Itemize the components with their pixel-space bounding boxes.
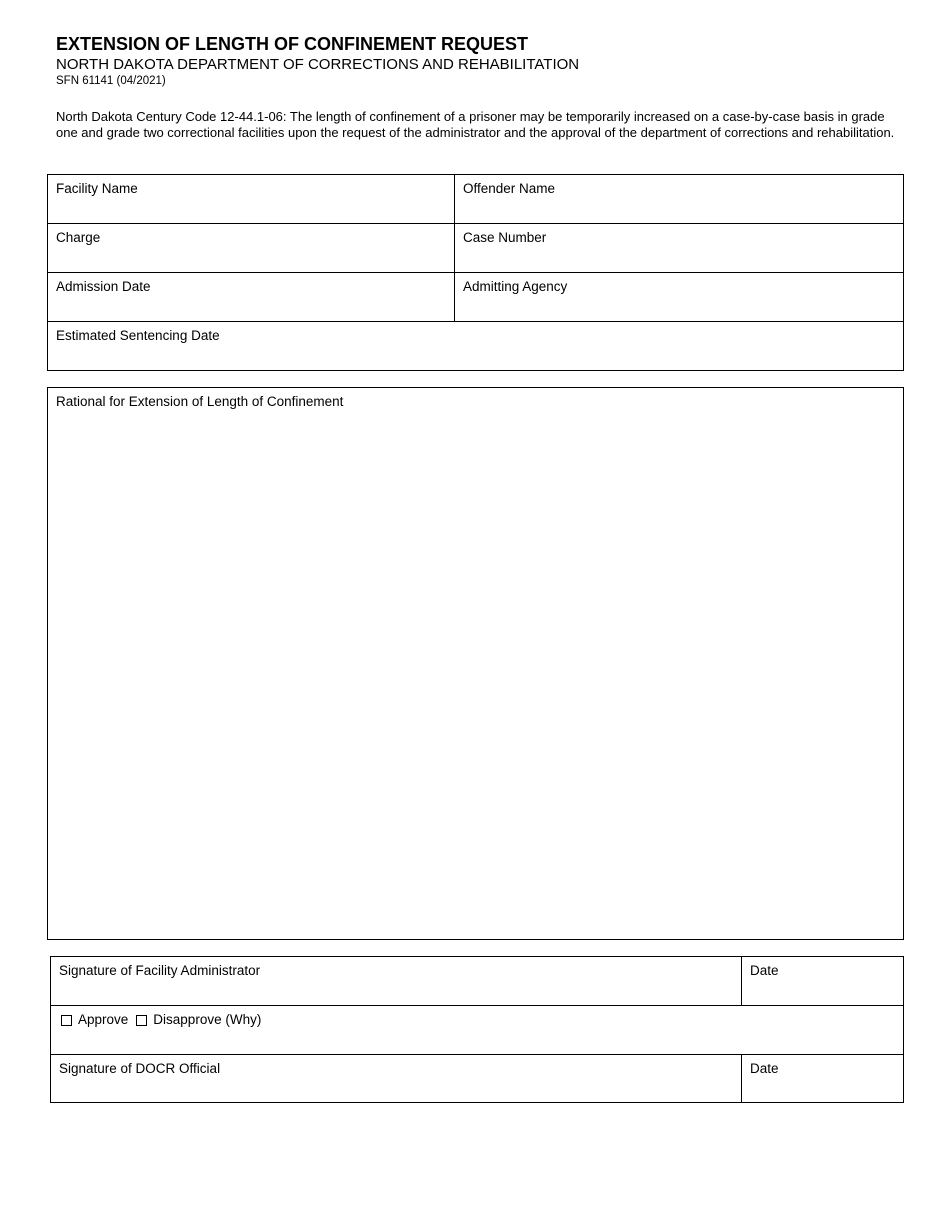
admission-date-field[interactable]: [48, 273, 454, 321]
admission-date-label: Admission Date: [56, 279, 151, 294]
rationale-field[interactable]: [47, 387, 904, 940]
rationale-label: Rational for Extension of Length of Confinement: [56, 394, 344, 409]
intro-paragraph: North Dakota Century Code 12-44.1-06: The length of confinement of a prisoner may be temporarily increased on a case-by-case basis in grade one and grade two correctional facilities upon the request of the administrator and the approval of the department of corrections and rehabilitation.: [56, 109, 895, 140]
approval-options: [61, 1012, 269, 1027]
approval-decision-field: [51, 1006, 903, 1054]
approve-label: Approve: [78, 1012, 129, 1027]
department-name: NORTH DAKOTA DEPARTMENT OF CORRECTIONS AND REHABILITATION: [56, 56, 580, 73]
disapprove-checkbox[interactable]: [136, 1015, 147, 1026]
date-label: Date: [750, 963, 779, 978]
admitting-agency-field[interactable]: [455, 273, 903, 321]
approve-checkbox[interactable]: [61, 1015, 72, 1026]
facility-admin-date-field[interactable]: [742, 957, 903, 1005]
disapprove-label: Disapprove (Why): [153, 1012, 262, 1027]
case-number-field[interactable]: [455, 224, 903, 272]
form-title: EXTENSION OF LENGTH OF CONFINEMENT REQUEST: [56, 34, 529, 54]
charge-label: Charge: [56, 230, 101, 245]
charge-field[interactable]: [48, 224, 454, 272]
signature-section: [50, 956, 904, 1103]
docr-official-signature-label: Signature of DOCR Official: [59, 1061, 221, 1076]
docr-official-date-field[interactable]: [742, 1055, 903, 1102]
offender-info-section: [47, 174, 904, 371]
facility-admin-signature-field[interactable]: [51, 957, 741, 1005]
docr-official-signature-field[interactable]: [51, 1055, 741, 1102]
estimated-sentencing-date-field[interactable]: [48, 322, 903, 370]
facility-name-label: Facility Name: [56, 181, 138, 196]
form-number: SFN 61141 (04/2021): [56, 75, 166, 87]
facility-admin-signature-label: Signature of Facility Administrator: [59, 963, 261, 978]
offender-name-label: Offender Name: [463, 181, 556, 196]
admitting-agency-label: Admitting Agency: [463, 279, 568, 294]
offender-name-field[interactable]: [455, 175, 903, 223]
case-number-label: Case Number: [463, 230, 547, 245]
estimated-sentencing-date-label: Estimated Sentencing Date: [56, 328, 220, 343]
date-label: Date: [750, 1061, 779, 1076]
facility-name-field[interactable]: [48, 175, 454, 223]
